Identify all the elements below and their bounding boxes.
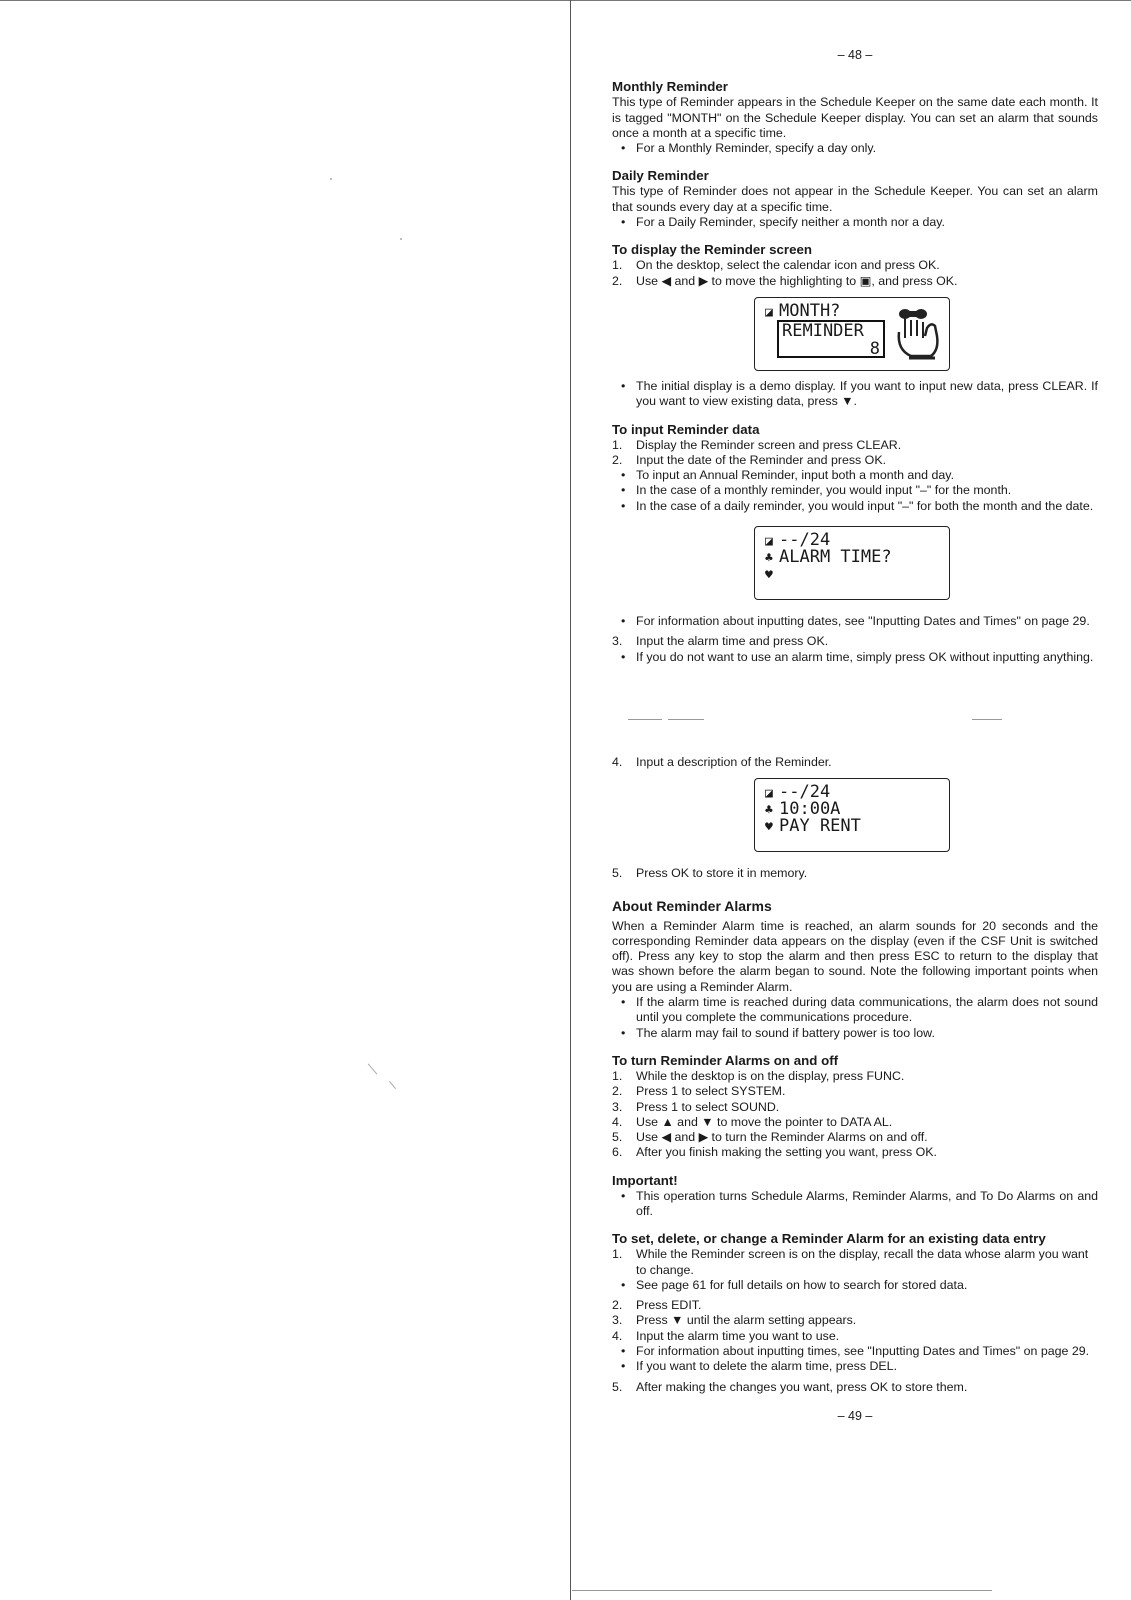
separator: [612, 715, 1098, 725]
lcd-date: --/24: [779, 530, 831, 551]
input-bullet: • To input an Annual Reminder, input both a month and day.: [612, 468, 1098, 483]
important-heading: Important!: [612, 1172, 678, 1188]
lcd-alarm-prompt: ALARM TIME?: [779, 547, 892, 568]
step-text: Press ▼ until the alarm setting appears.: [636, 1313, 857, 1328]
input-alarm-bullet: • If you do not want to use an alarm time, simply press OK without inputting anything.: [612, 650, 1098, 665]
scan-speck: [400, 238, 402, 240]
input-step-1: [612, 438, 1098, 453]
blank-space: [612, 665, 1098, 715]
step-number: 2.: [612, 1298, 623, 1313]
important-bullet: • This operation turns Schedule Alarms, Reminder Alarms, and To Do Alarms on and off.: [612, 1189, 1098, 1220]
monthly-heading: Monthly Reminder: [612, 79, 728, 95]
scan-speck: [330, 178, 332, 180]
about-text: When a Reminder Alarm time is reached, an alarm sounds for 20 seconds and the corresponding Reminder data appears on the display (even if the CSF Unit is switched off). Press any key to stop the alarm and then press ESC to return to the display that was shown before the alarm began to sound. Note the following important points when you are using a Reminder Alarm.: [612, 918, 1098, 994]
alarm-onoff-section: [612, 1053, 1098, 1161]
step-text: Press 1 to select SYSTEM.: [636, 1084, 786, 1099]
input-heading: To input Reminder data: [612, 421, 760, 437]
step-number: 1.: [612, 1068, 623, 1083]
input-step-2: [612, 453, 1098, 468]
change-bullet: • For information about inputting times, see "Inputting Dates and Times" on page 29.: [612, 1344, 1098, 1359]
about-alarms-section: [612, 898, 1098, 1041]
onoff-step: [612, 1100, 1098, 1115]
change-step-3: [612, 1313, 1098, 1328]
display-step-1: [612, 258, 1098, 273]
lcd-reminder-box: [777, 320, 885, 358]
monthly-text: This type of Reminder appears in the Schedule Keeper on the same date each month. It is tagged "MONTH" on the Schedule Keeper display. You can set an alarm that sounds once a month at a specific time.: [612, 95, 1098, 140]
step-text: Display the Reminder screen and press CLEAR.: [636, 437, 902, 452]
onoff-step: [612, 1069, 1098, 1084]
change-step-5: [612, 1380, 1098, 1395]
daily-heading: Daily Reminder: [612, 168, 709, 184]
step-number: 4.: [612, 1328, 623, 1343]
lcd-alarm-time: 10:00A: [779, 799, 841, 820]
display-reminder-section: [612, 242, 1098, 409]
input-step-3: [612, 634, 1098, 649]
step-number: 3.: [612, 1099, 623, 1114]
daily-reminder-section: [612, 168, 1098, 230]
lcd-date: --/24: [779, 782, 831, 803]
change-step-2: [612, 1298, 1098, 1313]
step-text: Input the alarm time you want to use.: [636, 1328, 840, 1343]
lcd-reminder-label: REMINDER: [782, 320, 864, 341]
step-number: 6.: [612, 1145, 623, 1160]
step-number: 4.: [612, 754, 623, 769]
input-reminder-section: [612, 422, 1098, 882]
important-section: [612, 1173, 1098, 1220]
step-text: Press OK to store it in memory.: [636, 866, 808, 881]
bottom-border: [572, 1590, 992, 1591]
onoff-step: [612, 1084, 1098, 1099]
blank-space: [612, 725, 1098, 755]
change-alarm-section: [612, 1231, 1098, 1395]
step-number: 5.: [612, 866, 623, 881]
pointing-hand-icon: [891, 306, 943, 364]
input-bullet: • In the case of a monthly reminder, you would input "–" for the month.: [612, 483, 1098, 498]
scan-speck: [389, 1081, 396, 1089]
display-step-2: [612, 274, 1098, 289]
page-number-top: – 48 –: [837, 48, 873, 62]
step-number: 2.: [612, 273, 623, 288]
monthly-reminder-section: [612, 79, 1098, 156]
step-text: Use ▲ and ▼ to move the pointer to DATA AL.: [636, 1114, 893, 1129]
step-number: 5.: [612, 1379, 623, 1394]
scan-speck: [368, 1063, 378, 1074]
alarm-bell-icon: ♣: [765, 803, 773, 819]
input-info-bullet: • For information about inputting dates, see "Inputting Dates and Times" on page 29.: [612, 614, 1098, 629]
calendar-icon: ◪: [765, 534, 773, 550]
display-bullet: • The initial display is a demo display. If you want to input new data, press CLEAR. If you want to view existing data, press ▼.: [612, 379, 1098, 410]
step-text: Use ◀ and ▶ to turn the Reminder Alarms on and off.: [636, 1130, 928, 1145]
step-number: 5.: [612, 1130, 623, 1145]
step-number: 4.: [612, 1114, 623, 1129]
step-text: Press EDIT.: [636, 1298, 702, 1313]
alarm-bell-icon: ♣: [765, 551, 773, 567]
lcd-alarm-time: [754, 526, 950, 600]
step-number: 2.: [612, 1084, 623, 1099]
input-step-4: [612, 755, 1098, 770]
step-number: 2.: [612, 452, 623, 467]
onoff-step: [612, 1115, 1098, 1130]
onoff-step: [612, 1130, 1098, 1145]
change-bullet: • If you want to delete the alarm time, press DEL.: [612, 1359, 1098, 1374]
about-bullet: • If the alarm time is reached during data communications, the alarm does not sound until you complete the communications procedure.: [612, 995, 1098, 1026]
step-text: While the desktop is on the display, press FUNC.: [636, 1068, 905, 1083]
change-step-4: [612, 1329, 1098, 1344]
about-heading: About Reminder Alarms: [612, 897, 772, 914]
memo-icon: ♥: [765, 820, 773, 836]
onoff-heading: To turn Reminder Alarms on and off: [612, 1052, 839, 1068]
lcd-reminder-entry: [754, 778, 950, 852]
step-text: While the Reminder screen is on the display, recall the data whose alarm you want to change.: [636, 1247, 1089, 1277]
step-number: 1.: [612, 258, 623, 273]
step-text: Input the date of the Reminder and press OK.: [636, 452, 887, 467]
step-text: Input a description of the Reminder.: [636, 754, 832, 769]
lcd-reminder-menu: [754, 297, 950, 371]
step-number: 3.: [612, 1313, 623, 1328]
page-number-bottom: – 49 –: [837, 1408, 873, 1423]
calendar-icon: ◪: [765, 786, 773, 802]
step-text: Use ◀ and ▶ to move the highlighting to ▣, and press OK.: [636, 273, 958, 288]
input-bullet: • In the case of a daily reminder, you would input "–" for both the month and the date.: [612, 499, 1098, 514]
step-number: 1.: [612, 1247, 623, 1262]
lcd-month-prompt: MONTH?: [779, 300, 841, 321]
lcd-description: PAY RENT: [779, 816, 861, 837]
step-text: Press 1 to select SOUND.: [636, 1099, 780, 1114]
step-number: 1.: [612, 437, 623, 452]
change-bullet: • See page 61 for full details on how to search for stored data.: [612, 1278, 1098, 1293]
about-bullet: • The alarm may fail to sound if battery power is too low.: [612, 1026, 1098, 1041]
step-text: After making the changes you want, press OK to store them.: [636, 1379, 968, 1394]
change-heading: To set, delete, or change a Reminder Alarm for an existing data entry: [612, 1231, 1046, 1247]
onoff-step: [612, 1145, 1098, 1160]
memo-icon: ♥: [765, 568, 773, 584]
change-step-1: [612, 1247, 1098, 1278]
calendar-icon: ◪: [765, 304, 773, 320]
manual-page: [612, 48, 1098, 1440]
step-text: On the desktop, select the calendar icon and press OK.: [636, 258, 940, 273]
step-text: Input the alarm time and press OK.: [636, 634, 829, 649]
daily-text: This type of Reminder does not appear in the Schedule Keeper. You can set an alarm that sounds every day at a specific time.: [612, 184, 1098, 214]
page-divider: [570, 0, 571, 1600]
step-number: 3.: [612, 634, 623, 649]
daily-bullet: • For a Daily Reminder, specify neither a month nor a day.: [612, 215, 1098, 230]
monthly-bullet: • For a Monthly Reminder, specify a day only.: [612, 141, 1098, 156]
top-border: [0, 0, 1131, 1]
input-step-5: [612, 866, 1098, 881]
step-text: After you finish making the setting you want, press OK.: [636, 1145, 937, 1160]
lcd-reminder-number: 8: [869, 338, 880, 359]
display-heading: To display the Reminder screen: [612, 242, 813, 258]
